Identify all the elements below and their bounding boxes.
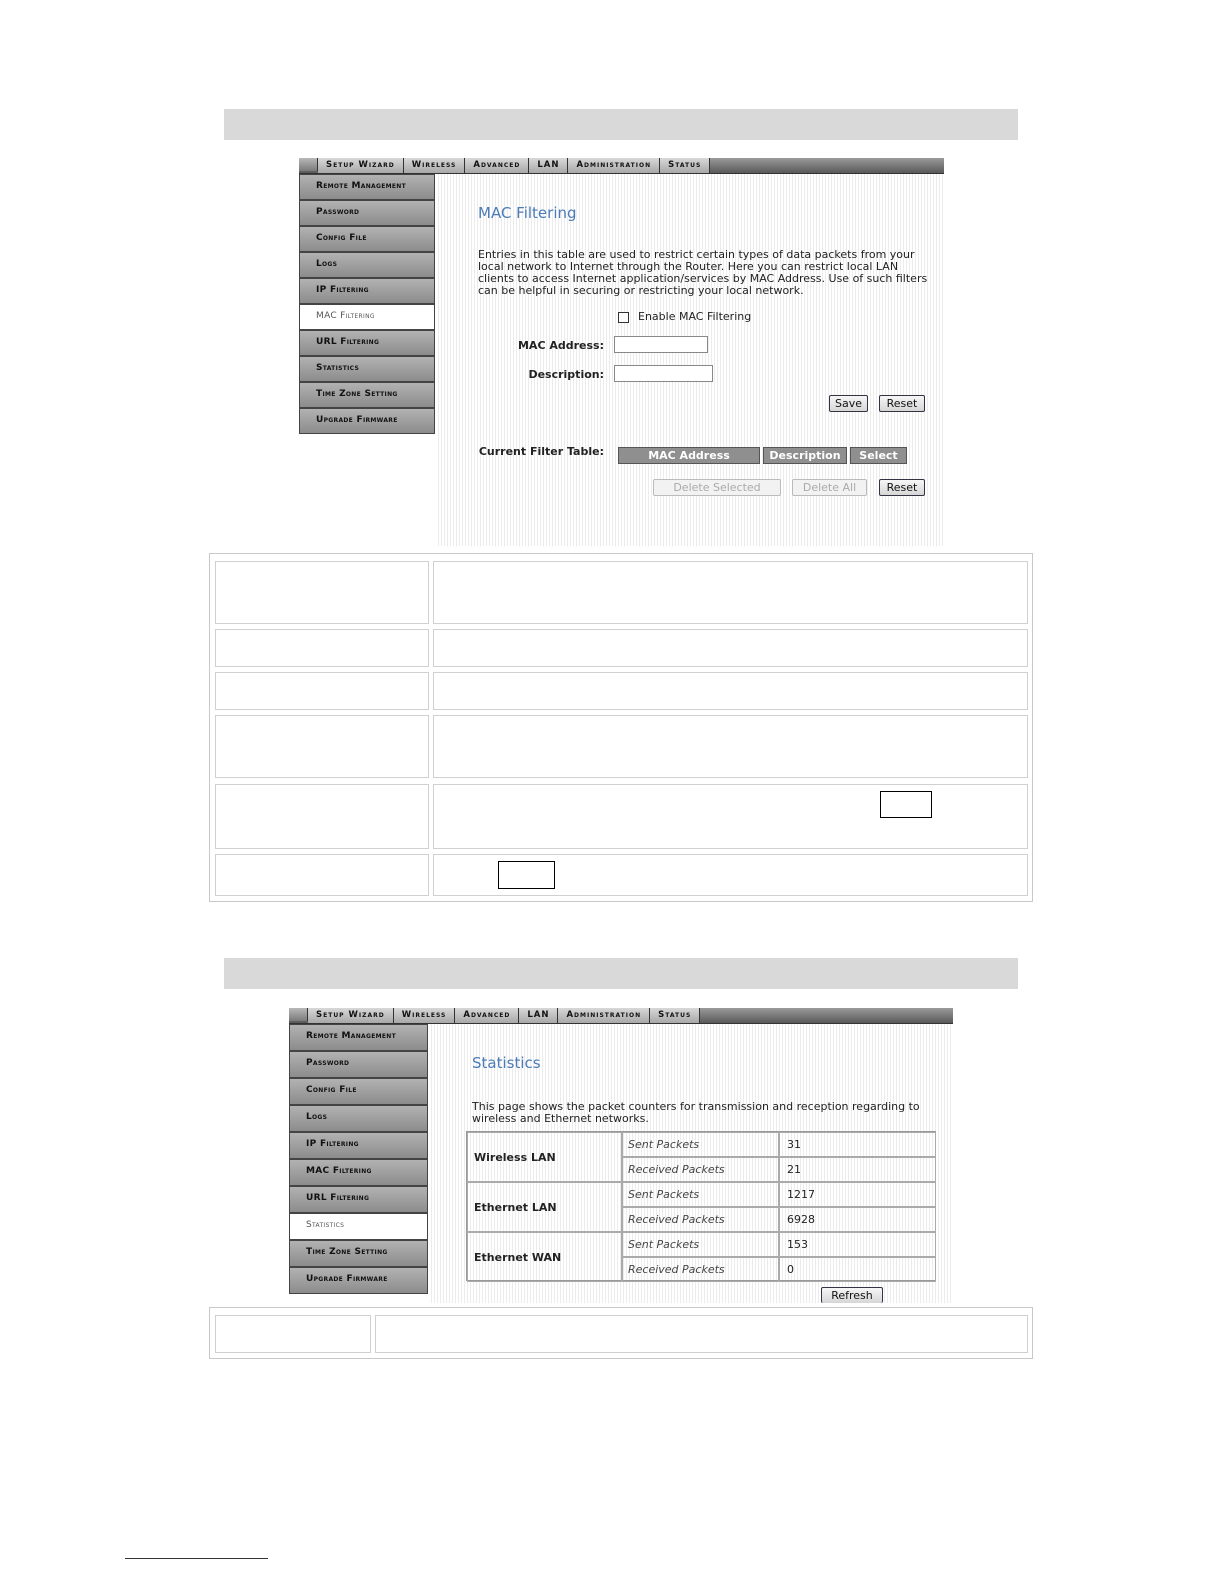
- mac-filtering-screenshot: [299, 158, 944, 546]
- sidebar-item-remote-management[interactable]: Remote Management: [289, 1024, 428, 1051]
- group-label: Wireless LAN: [474, 1151, 556, 1164]
- sidebar-item-config-file[interactable]: Config File: [289, 1078, 428, 1105]
- table-cell: [433, 629, 1028, 667]
- table-cell: [215, 629, 429, 667]
- tab-status[interactable]: Status: [650, 1008, 700, 1023]
- table-cell: [215, 854, 429, 896]
- group-label: Ethernet LAN: [474, 1201, 557, 1214]
- table-cell: [433, 561, 1028, 624]
- sidebar-item-logs[interactable]: Logs: [289, 1105, 428, 1132]
- cell-text: 6928: [787, 1213, 815, 1226]
- received-packets-value: [779, 1257, 936, 1282]
- cell-text: Received Packets: [628, 1263, 725, 1276]
- tab-status[interactable]: Status: [660, 158, 710, 173]
- sidebar-item-password[interactable]: Password: [289, 1051, 428, 1078]
- sent-packets-label: [622, 1232, 779, 1257]
- column-header-select: Select: [850, 447, 907, 464]
- cell-text: 21: [787, 1163, 801, 1176]
- enable-mac-filtering-label: Enable MAC Filtering: [638, 310, 752, 323]
- main-content: [436, 174, 944, 546]
- table-cell: [215, 715, 429, 778]
- cell-text: Sent Packets: [628, 1138, 700, 1151]
- tab-advanced[interactable]: Advanced: [455, 1008, 519, 1023]
- sidebar-item-ip-filtering[interactable]: IP Filtering: [299, 278, 435, 304]
- sidebar-menu: [289, 1024, 428, 1294]
- sidebar-item-time-zone-setting[interactable]: Time Zone Setting: [299, 382, 435, 408]
- sidebar-item-password[interactable]: Password: [299, 200, 435, 226]
- cell-text: Sent Packets: [628, 1188, 700, 1201]
- page-description: This page shows the packet counters for transmission and reception regarding to wireless and Ethernet networks.: [472, 1100, 920, 1125]
- sent-packets-value: [779, 1182, 936, 1207]
- table-cell: [215, 561, 429, 624]
- tab-lan[interactable]: LAN: [519, 1008, 558, 1023]
- delete-selected-button[interactable]: Delete Selected: [653, 479, 781, 496]
- save-button[interactable]: Save: [829, 395, 868, 412]
- top-nav-bar: [289, 1008, 953, 1024]
- tab-lan[interactable]: LAN: [529, 158, 568, 173]
- statistics-screenshot: [289, 1008, 953, 1303]
- description-input[interactable]: [614, 365, 713, 382]
- column-header-description: Description: [763, 447, 847, 464]
- received-packets-value: [779, 1207, 936, 1232]
- received-packets-label: [622, 1207, 779, 1232]
- tab-advanced[interactable]: Advanced: [465, 158, 529, 173]
- tab-spacer: [299, 158, 318, 171]
- tab-setup-wizard[interactable]: Setup Wizard: [308, 1008, 394, 1023]
- tab-administration[interactable]: Administration: [558, 1008, 650, 1023]
- mac-filtering-description-table: [209, 553, 1033, 902]
- sent-packets-label: [622, 1182, 779, 1207]
- tab-spacer: [289, 1008, 308, 1021]
- sent-packets-value: [779, 1232, 936, 1257]
- row-group-ethernet-wan: [467, 1232, 622, 1282]
- tab-setup-wizard[interactable]: Setup Wizard: [318, 158, 404, 173]
- mac-address-input[interactable]: [614, 336, 708, 353]
- sidebar-item-mac-filtering[interactable]: MAC Filtering: [289, 1159, 428, 1186]
- description-label: Description:: [528, 368, 604, 381]
- received-packets-label: [622, 1157, 779, 1182]
- row-group-ethernet-lan: [467, 1182, 622, 1232]
- cell-text: Sent Packets: [628, 1238, 700, 1251]
- main-content: [429, 1024, 953, 1303]
- sidebar-item-mac-filtering[interactable]: MAC Filtering: [299, 304, 435, 330]
- tab-wireless[interactable]: Wireless: [394, 1008, 456, 1023]
- cell-text: 153: [787, 1238, 808, 1251]
- sidebar-item-statistics[interactable]: Statistics: [289, 1213, 428, 1240]
- received-packets-label: [622, 1257, 779, 1282]
- section-header-bar-2: [224, 958, 1018, 989]
- table-cell: [433, 672, 1028, 710]
- cell-text: Received Packets: [628, 1163, 725, 1176]
- tab-wireless[interactable]: Wireless: [404, 158, 466, 173]
- mac-address-label: MAC Address:: [517, 339, 604, 352]
- sidebar-item-ip-filtering[interactable]: IP Filtering: [289, 1132, 428, 1159]
- cell-text: 31: [787, 1138, 801, 1151]
- current-filter-table-label: Current Filter Table:: [478, 445, 604, 458]
- sidebar-item-upgrade-firmware[interactable]: Upgrade Firmware: [289, 1267, 428, 1294]
- sent-packets-value: [779, 1132, 936, 1157]
- tab-administration[interactable]: Administration: [568, 158, 660, 173]
- page-title: MAC Filtering: [478, 204, 577, 222]
- statistics-table: [466, 1131, 936, 1281]
- enable-mac-filtering-checkbox[interactable]: [618, 312, 629, 323]
- table-cell: [215, 784, 429, 849]
- page-description: Entries in this table are used to restrict certain types of data packets from your local network to Internet through the Router. Here you can restrict local LAN clients to access Internet application/services by MAC Address. Use of such filters can be helpful in securing or restricting your local network.: [478, 248, 928, 297]
- page-title: Statistics: [472, 1054, 541, 1072]
- delete-all-button[interactable]: Delete All: [792, 479, 867, 496]
- table-cell: [375, 1315, 1028, 1353]
- refresh-button[interactable]: Refresh: [821, 1287, 883, 1303]
- row-group-wireless-lan: [467, 1132, 622, 1182]
- inline-button-placeholder: [498, 861, 555, 889]
- sent-packets-label: [622, 1132, 779, 1157]
- footnote-divider: [125, 1558, 268, 1559]
- sidebar-item-url-filtering[interactable]: URL Filtering: [289, 1186, 428, 1213]
- inline-button-placeholder: [880, 791, 932, 818]
- statistics-description-table: [209, 1307, 1033, 1359]
- group-label: Ethernet WAN: [474, 1251, 562, 1264]
- reset-button[interactable]: Reset: [879, 395, 925, 412]
- sidebar-item-remote-management[interactable]: Remote Management: [299, 174, 435, 200]
- cell-text: 0: [787, 1263, 794, 1276]
- sidebar-menu: [299, 174, 435, 434]
- table-cell: [215, 672, 429, 710]
- sidebar-item-logs[interactable]: Logs: [299, 252, 435, 278]
- section-header-bar-1: [224, 109, 1018, 140]
- table-cell: [433, 784, 1028, 849]
- table-cell: [215, 1315, 371, 1353]
- sidebar-item-config-file[interactable]: Config File: [299, 226, 435, 252]
- reset-table-button[interactable]: Reset: [879, 479, 925, 496]
- column-header-mac-address: MAC Address: [618, 447, 760, 464]
- top-nav-bar: [299, 158, 944, 174]
- table-cell: [433, 715, 1028, 778]
- sidebar-item-url-filtering[interactable]: URL Filtering: [299, 330, 435, 356]
- cell-text: Received Packets: [628, 1213, 725, 1226]
- sidebar-item-statistics[interactable]: Statistics: [299, 356, 435, 382]
- cell-text: 1217: [787, 1188, 815, 1201]
- received-packets-value: [779, 1157, 936, 1182]
- sidebar-item-upgrade-firmware[interactable]: Upgrade Firmware: [299, 408, 435, 434]
- sidebar-item-time-zone-setting[interactable]: Time Zone Setting: [289, 1240, 428, 1267]
